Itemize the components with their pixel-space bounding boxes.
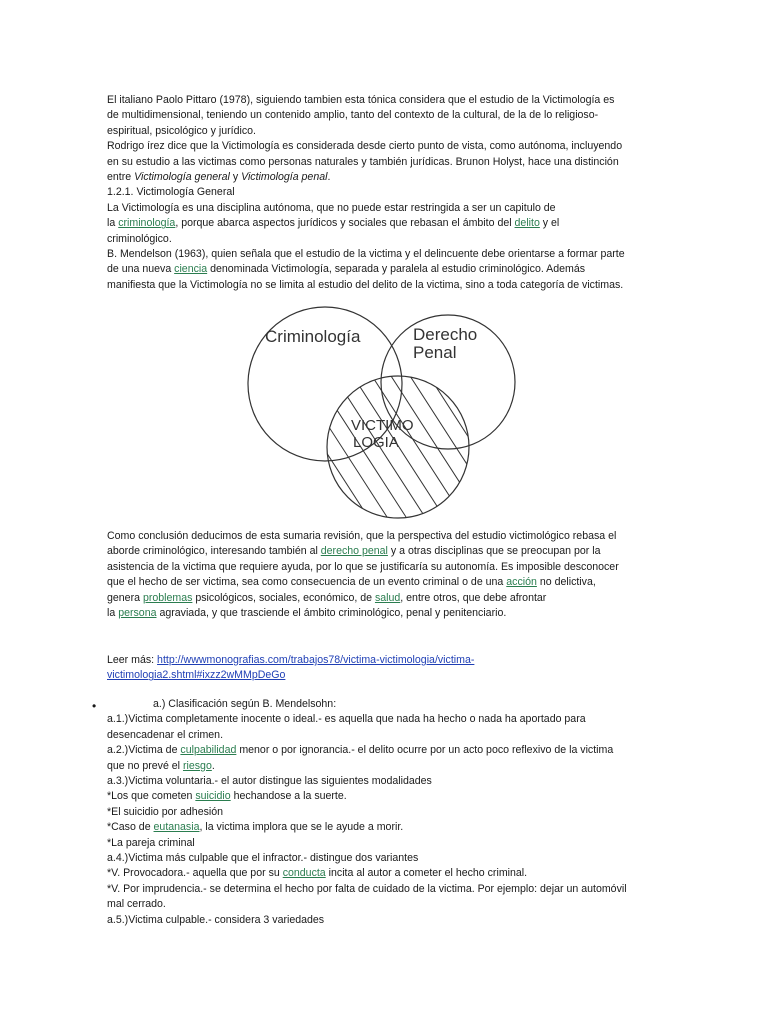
source-url-1[interactable]: http://wwwmonografias.com/trabajos78/victima-victimologia/victima-	[157, 654, 475, 666]
label-penal: Penal	[413, 343, 457, 362]
text: y el	[539, 217, 560, 230]
source-prefix: Leer más:	[107, 654, 158, 666]
hatch-line	[439, 362, 539, 517]
link-salud[interactable]: salud	[374, 591, 401, 604]
text: hechandose a la suerte.	[230, 790, 347, 803]
class-line	[107, 759, 667, 774]
text: *Los que cometen	[107, 790, 196, 803]
text: y a otras disciplinas que se preocupan por la	[387, 545, 601, 558]
text: menor o por ignorancia.- el delito ocurre por un acto poco reflexivo de la victima	[236, 744, 614, 757]
conclusion-text	[107, 529, 667, 621]
intro-line: manifiesta que la Victimología no se limita al estudio del delito de la victima, sino a toda categoría de victimas.	[107, 278, 624, 291]
text: a.2.)Victima de	[107, 744, 181, 757]
intro-line: B. Mendelson (1963), quien señala que el estudio de la victima y el delincuente debe orientarse a formar parte	[107, 248, 625, 261]
hatch-line	[230, 362, 330, 517]
text: .	[327, 171, 331, 184]
link-ciencia[interactable]: ciencia	[174, 263, 208, 276]
intro-line: Rodrigo írez dice que la Victimología es considerada desde cierto punto de vista, como autónoma, incluyendo	[107, 140, 623, 153]
intro-line	[107, 262, 667, 277]
class-line: a.1.)Victima completamente inocente o ideal.- es aquella que nada ha hecho o nada ha aportado para	[107, 713, 586, 726]
label-victimo: VICTIMO	[351, 417, 414, 434]
text: de una nueva	[107, 263, 175, 276]
text: genera	[107, 591, 143, 604]
link-eutanasia[interactable]: eutanasia	[153, 821, 200, 834]
source-line	[107, 653, 667, 668]
text: *Caso de	[107, 821, 154, 834]
intro-line: criminológico.	[107, 232, 172, 245]
hatch-line	[458, 362, 558, 517]
text: entre	[107, 171, 135, 184]
text: la	[107, 217, 119, 230]
conclusion-line	[107, 575, 667, 590]
intro-line	[107, 216, 667, 231]
hatch-line	[211, 362, 311, 517]
link-delito[interactable]: delito	[514, 217, 540, 230]
text: *V. Provocadora.- aquella que por su	[107, 867, 283, 880]
conclusion-line	[107, 606, 667, 621]
term-penal: Victimología penal	[241, 171, 328, 184]
term-general: Victimología general	[134, 171, 230, 184]
text: que el hecho de ser victima, sea como consecuencia de un evento criminal o de una	[107, 576, 507, 589]
text: incita al autor a cometer el hecho criminal.	[325, 867, 528, 880]
class-line	[107, 743, 667, 758]
text: aborde criminológico, interesando también al	[107, 545, 321, 558]
section-heading: 1.2.1. Victimología General	[107, 186, 235, 199]
conclusion-line	[107, 591, 667, 606]
source-block	[107, 653, 667, 684]
hatch-line	[477, 362, 565, 517]
link-conducta[interactable]: conducta	[282, 867, 326, 880]
classification-text	[107, 697, 667, 928]
link-riesgo[interactable]: riesgo	[182, 759, 212, 772]
text: denominada Victimología, separada y paralela al estudio criminológico. Además	[207, 263, 586, 276]
class-line	[107, 789, 667, 804]
conclusion-line	[107, 544, 667, 559]
link-criminologia[interactable]: criminología	[118, 217, 176, 230]
text: la	[107, 607, 119, 620]
source-line	[107, 668, 667, 683]
text: y	[229, 171, 242, 184]
text: no delictiva,	[536, 576, 596, 589]
label-criminologia: Criminología	[265, 327, 361, 346]
class-line: mal cerrado.	[107, 898, 166, 911]
conclusion-line: asistencia de la victima que requiere ayuda, por lo que se justificaría su autonomía. Es imposible desconocer	[107, 560, 619, 573]
conclusion-line: Como conclusión deducimos de esta sumaria revisión, que la perspectiva del estudio victimológico rebasa el	[107, 530, 617, 542]
link-problemas[interactable]: problemas	[142, 591, 193, 604]
source-url-2[interactable]: victimologia2.shtml#ixzz2wMMpDeGo	[107, 669, 286, 682]
venn-diagram	[205, 302, 565, 522]
intro-line: espiritual, psicológico y jurídico.	[107, 124, 256, 137]
classification-heading: a.) Clasificación según B. Mendelsohn:	[153, 698, 337, 710]
link-accion[interactable]: acción	[506, 576, 537, 589]
hatch-line	[249, 362, 349, 517]
class-line: *V. Por imprudencia.- se determina el hecho por falta de cuidado de la victima. Por ejemplo: dejar un automóvil	[107, 882, 627, 895]
class-line: *El suicidio por adhesión	[107, 805, 224, 818]
link-persona[interactable]: persona	[118, 607, 157, 620]
hatch-line	[420, 362, 520, 517]
intro-line: en su estudio a las victimas como personas naturales y también jurídicas. Brunon Holyst, hace una distinción	[107, 155, 619, 168]
link-culpabilidad[interactable]: culpabilidad	[180, 744, 237, 757]
list-bullet: •	[92, 699, 97, 713]
text: , entre otros, que debe afrontar	[400, 591, 547, 604]
link-derecho-penal[interactable]: derecho penal	[320, 545, 388, 558]
text: agraviada, y que trasciende el ámbito criminológico, penal y penitenciario.	[156, 607, 507, 620]
label-derecho: Derecho	[413, 325, 478, 344]
label-logia: LOGIA	[353, 434, 399, 451]
text: , porque abarca aspectos jurídicos y sociales que rebasan el ámbito del	[175, 217, 515, 230]
class-line: a.3.)Victima voluntaria.- el autor distingue las siguientes modalidades	[107, 775, 432, 788]
intro-line	[107, 170, 667, 185]
intro-line: de multidimensional, teniendo un contenido amplio, tanto del contexto de la cultural, de la de lo religioso-	[107, 109, 599, 122]
class-line	[107, 820, 667, 835]
class-line: a.5.)Victima culpable.- considera 3 variedades	[107, 913, 325, 926]
text: .	[211, 759, 215, 772]
intro-line: El italiano Paolo Pittaro (1978), siguiendo tambien esta tónica considera que el estudio de la Victimología es	[107, 94, 615, 106]
class-line: desencadenar el crimen.	[107, 728, 224, 741]
intro-text	[107, 93, 667, 293]
link-suicidio[interactable]: suicidio	[195, 790, 231, 803]
text: , la victima implora que se le ayude a morir.	[199, 821, 404, 834]
class-line: *La pareja criminal	[107, 836, 195, 849]
class-line	[107, 866, 667, 881]
text: que no prevé el	[107, 759, 183, 772]
class-line: a.4.)Victima más culpable que el infractor.- distingue dos variantes	[107, 852, 419, 865]
intro-line: La Victimología es una disciplina autónoma, que no puede estar restringida a ser un capitulo de	[107, 201, 556, 214]
text: psicológicos, sociales, económico, de	[192, 591, 375, 604]
